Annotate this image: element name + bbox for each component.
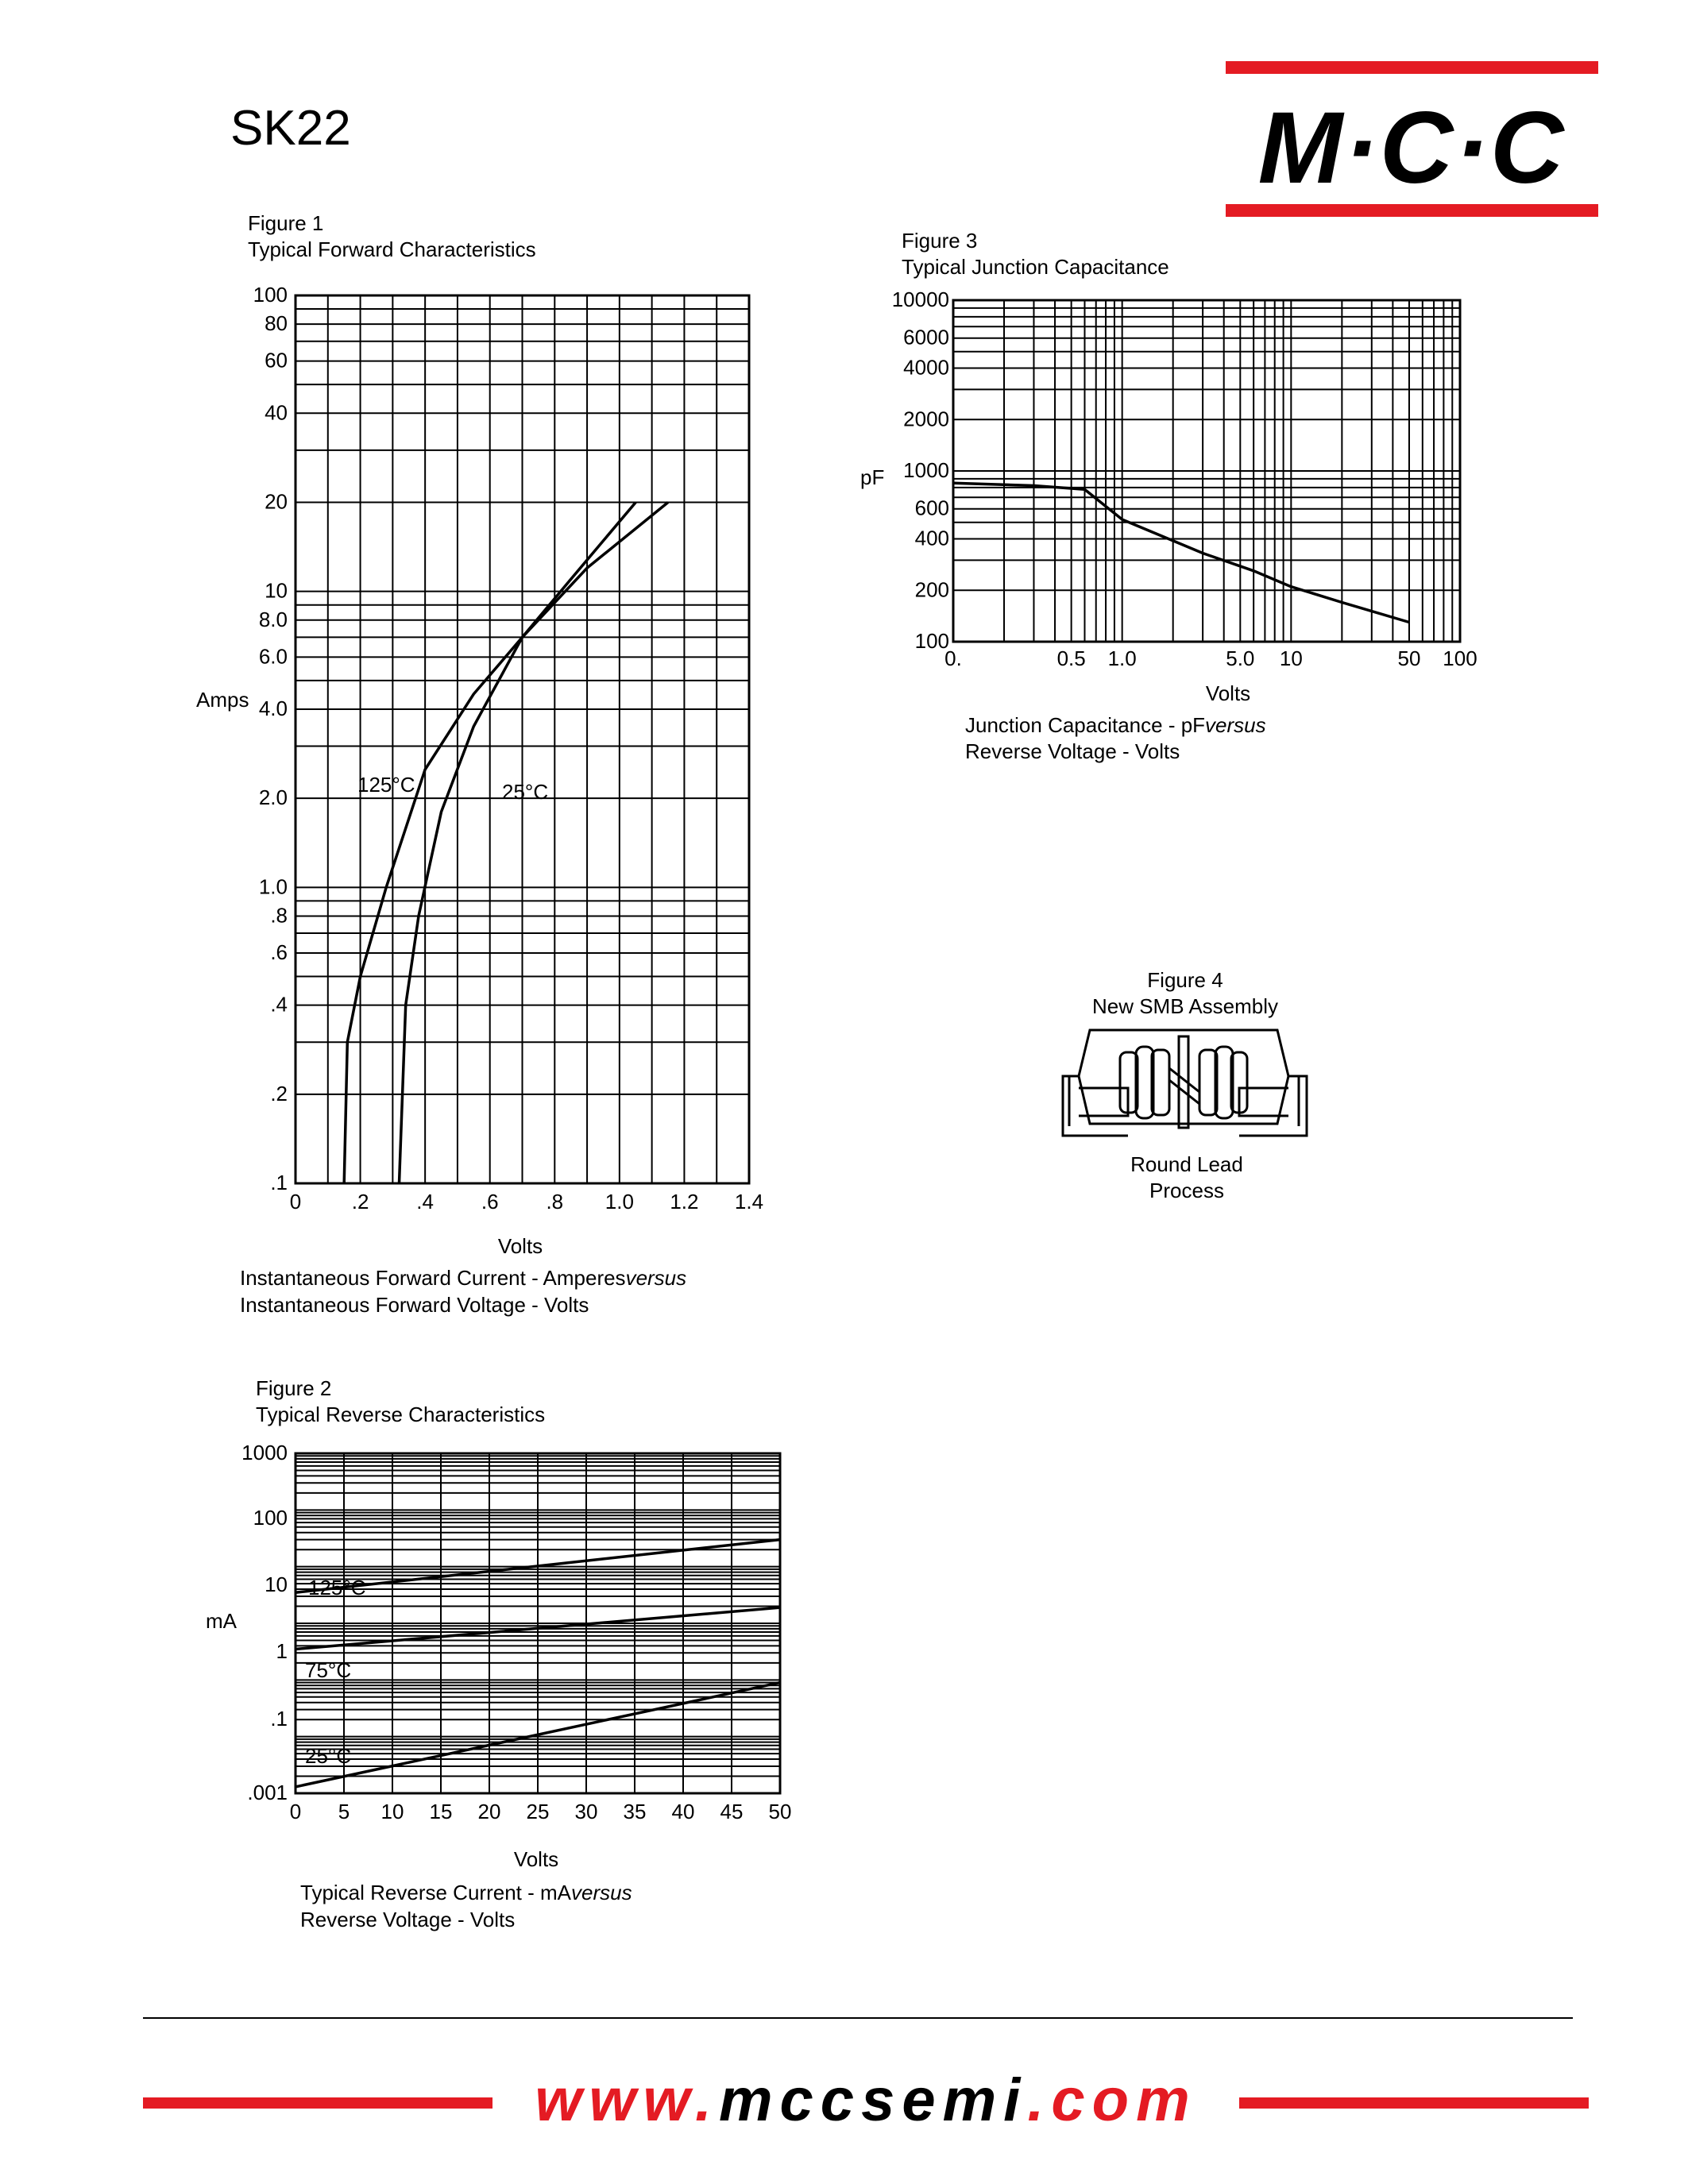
figure-1-y-tick: .1 xyxy=(270,1171,288,1194)
figure-2-title: Typical Reverse Characteristics xyxy=(256,1403,546,1426)
figure-1-y-tick: 4.0 xyxy=(258,696,288,720)
logo-bottom-bar xyxy=(1226,204,1598,217)
figure-2-annotation-25c: 25°C xyxy=(305,1744,352,1768)
figure-2 xyxy=(206,1376,791,1931)
mcc-logo xyxy=(1226,61,1598,217)
figure-3-label: Figure 3 xyxy=(902,229,978,253)
footer-bar-left xyxy=(143,2097,492,2109)
figure-3-y-tick: 4000 xyxy=(903,355,949,380)
figure-1-x-label: Volts xyxy=(497,1234,543,1258)
figure-1 xyxy=(196,211,763,1317)
figure-3-y-tick: 600 xyxy=(914,496,949,520)
figure-3-x-tick: 5.0 xyxy=(1226,646,1255,670)
figure-2-x-tick: 0 xyxy=(289,1800,302,1823)
figure-2-y-tick: 1 xyxy=(276,1639,288,1663)
figure-1-x-tick: 1.4 xyxy=(734,1190,764,1214)
figure-3-grid xyxy=(953,300,1460,642)
lead-left xyxy=(1063,1076,1128,1136)
figure-2-label: Figure 2 xyxy=(256,1376,332,1400)
smb-package-drawing xyxy=(1063,1030,1307,1136)
figure-3-x-ticks xyxy=(944,646,1477,670)
figure-1-x-tick: .2 xyxy=(351,1190,369,1214)
figure-1-x-tick: 0 xyxy=(289,1190,302,1214)
figure-1-caption-versus: versus xyxy=(625,1266,687,1290)
figure-2-x-tick: 45 xyxy=(720,1800,744,1823)
figure-2-x-tick: 10 xyxy=(380,1800,404,1823)
figure-2-x-tick: 50 xyxy=(768,1800,792,1823)
figure-2-y-tick: .1 xyxy=(270,1707,288,1731)
figure-1-y-tick: 6.0 xyxy=(258,644,288,669)
figure-1-y-tick: 10 xyxy=(265,578,288,603)
figure-3-y-tick: 100 xyxy=(914,629,949,653)
figure-3-caption-line1 xyxy=(965,713,1266,737)
figure-3-x-tick: 0. xyxy=(944,646,962,670)
figure-1-y-tick: .8 xyxy=(270,903,288,928)
figure-1-annotation-125c: 125°C xyxy=(357,773,415,797)
figure-1-y-tick: 1.0 xyxy=(258,874,288,899)
part-number: SK22 xyxy=(230,101,351,156)
logo-text: M·C·C xyxy=(1257,91,1566,205)
figure-1-x-tick: 1.0 xyxy=(605,1190,634,1214)
website-www: www. xyxy=(535,2066,719,2134)
figure-1-title: Typical Forward Characteristics xyxy=(248,237,536,261)
figure-2-caption-line1 xyxy=(300,1881,632,1904)
figure-1-y-tick: 80 xyxy=(265,311,288,336)
figure-1-annotation-25c: 25°C xyxy=(502,780,549,804)
figure-3-caption-main: Junction Capacitance - pF xyxy=(965,713,1206,737)
figure-2-y-tick: 100 xyxy=(253,1506,288,1530)
figure-3-x-tick: 1.0 xyxy=(1107,646,1137,670)
figure-1-y-tick: 20 xyxy=(265,489,288,514)
figure-3-y-tick: 6000 xyxy=(903,325,949,349)
figure-2-x-tick: 5 xyxy=(338,1800,350,1823)
figure-1-x-ticks xyxy=(290,1190,763,1214)
figure-2-x-ticks xyxy=(290,1800,792,1823)
figure-2-x-tick: 35 xyxy=(623,1800,647,1823)
figure-1-y-tick: 8.0 xyxy=(258,607,288,631)
figure-2-grid xyxy=(295,1453,780,1793)
lead-right xyxy=(1239,1076,1307,1136)
figure-2-y-tick: 10 xyxy=(265,1572,288,1596)
figure-1-label: Figure 1 xyxy=(248,211,324,235)
figure-3-caption-versus: versus xyxy=(1205,713,1266,737)
die-hatch xyxy=(1169,1068,1199,1104)
figure-2-y-tick: .001 xyxy=(247,1781,288,1804)
figure-1-grid xyxy=(295,295,749,1183)
figure-2-caption-versus: versus xyxy=(570,1881,632,1904)
figure-1-y-ticks xyxy=(253,283,288,1194)
figure-1-y-tick: 2.0 xyxy=(258,785,288,810)
figure-4-label: Figure 4 xyxy=(1147,968,1223,992)
figure-4-title: New SMB Assembly xyxy=(1091,994,1279,1018)
figure-3-curve xyxy=(953,483,1409,622)
figure-3-caption-line2: Reverse Voltage - Volts xyxy=(965,739,1180,763)
website-tld: .com xyxy=(1027,2066,1197,2134)
figure-4-caption-line2: Process xyxy=(1149,1179,1224,1202)
figure-1-y-label: Amps xyxy=(196,688,249,712)
figure-2-y-ticks xyxy=(241,1441,288,1804)
figure-2-caption-line2: Reverse Voltage - Volts xyxy=(300,1908,516,1931)
figure-1-caption-main: Instantaneous Forward Current - Amperes xyxy=(240,1266,626,1290)
figure-3-y-tick: 10000 xyxy=(891,287,949,311)
figure-3-x-tick: 100 xyxy=(1443,646,1477,670)
figure-2-x-tick: 40 xyxy=(671,1800,695,1823)
figure-3-y-tick: 1000 xyxy=(903,458,949,482)
figure-1-y-tick: .4 xyxy=(270,992,288,1017)
figure-1-y-tick: 40 xyxy=(265,400,288,425)
figure-2-annotation-125c: 125°C xyxy=(308,1576,366,1599)
figure-4-caption-line1: Round Lead xyxy=(1130,1152,1243,1176)
figure-3-x-tick: 0.5 xyxy=(1056,646,1086,670)
figure-4 xyxy=(1063,968,1307,1202)
package-body xyxy=(1079,1030,1288,1124)
figure-2-y-label: mA xyxy=(206,1609,237,1633)
figure-2-x-tick: 25 xyxy=(526,1800,550,1823)
figure-1-y-tick: 100 xyxy=(253,283,288,307)
footer-bar-right xyxy=(1239,2097,1589,2109)
figure-2-x-label: Volts xyxy=(513,1847,559,1871)
figure-2-x-tick: 15 xyxy=(429,1800,453,1823)
figure-1-y-tick: 60 xyxy=(265,348,288,372)
figure-1-y-tick: .6 xyxy=(270,940,288,965)
figure-2-annotation-75c: 75°C xyxy=(305,1658,352,1682)
figure-1-y-tick: .2 xyxy=(270,1081,288,1106)
figure-2-x-tick: 30 xyxy=(574,1800,598,1823)
website-link[interactable] xyxy=(535,2066,1196,2134)
website-domain: mccsemi xyxy=(718,2066,1028,2134)
figure-3-y-label: pF xyxy=(860,465,885,489)
figure-2-y-tick: 1000 xyxy=(241,1441,288,1464)
figure-2-x-tick: 20 xyxy=(477,1800,501,1823)
figure-3-y-ticks xyxy=(892,287,949,653)
figure-1-caption-line1 xyxy=(240,1266,686,1290)
figure-3-curves xyxy=(953,483,1409,622)
figure-3-y-tick: 200 xyxy=(914,577,949,602)
logo-top-bar xyxy=(1226,61,1598,74)
figure-3-x-tick: 10 xyxy=(1279,646,1303,670)
figure-3-x-tick: 50 xyxy=(1397,646,1421,670)
figure-3 xyxy=(860,229,1477,763)
figure-1-caption-line2: Instantaneous Forward Voltage - Volts xyxy=(240,1293,589,1317)
figure-3-y-tick: 400 xyxy=(914,526,949,550)
figure-3-x-label: Volts xyxy=(1205,681,1251,705)
figure-1-x-tick: 1.2 xyxy=(670,1190,699,1214)
figure-3-y-tick: 2000 xyxy=(903,407,949,431)
figure-1-x-tick: .6 xyxy=(481,1190,499,1214)
figure-1-x-tick: .4 xyxy=(416,1190,434,1214)
figure-3-title: Typical Junction Capacitance xyxy=(902,255,1169,279)
figure-2-caption-main: Typical Reverse Current - mA xyxy=(300,1881,571,1904)
figure-1-x-tick: .8 xyxy=(546,1190,564,1214)
footer-rule xyxy=(143,2017,1573,2019)
